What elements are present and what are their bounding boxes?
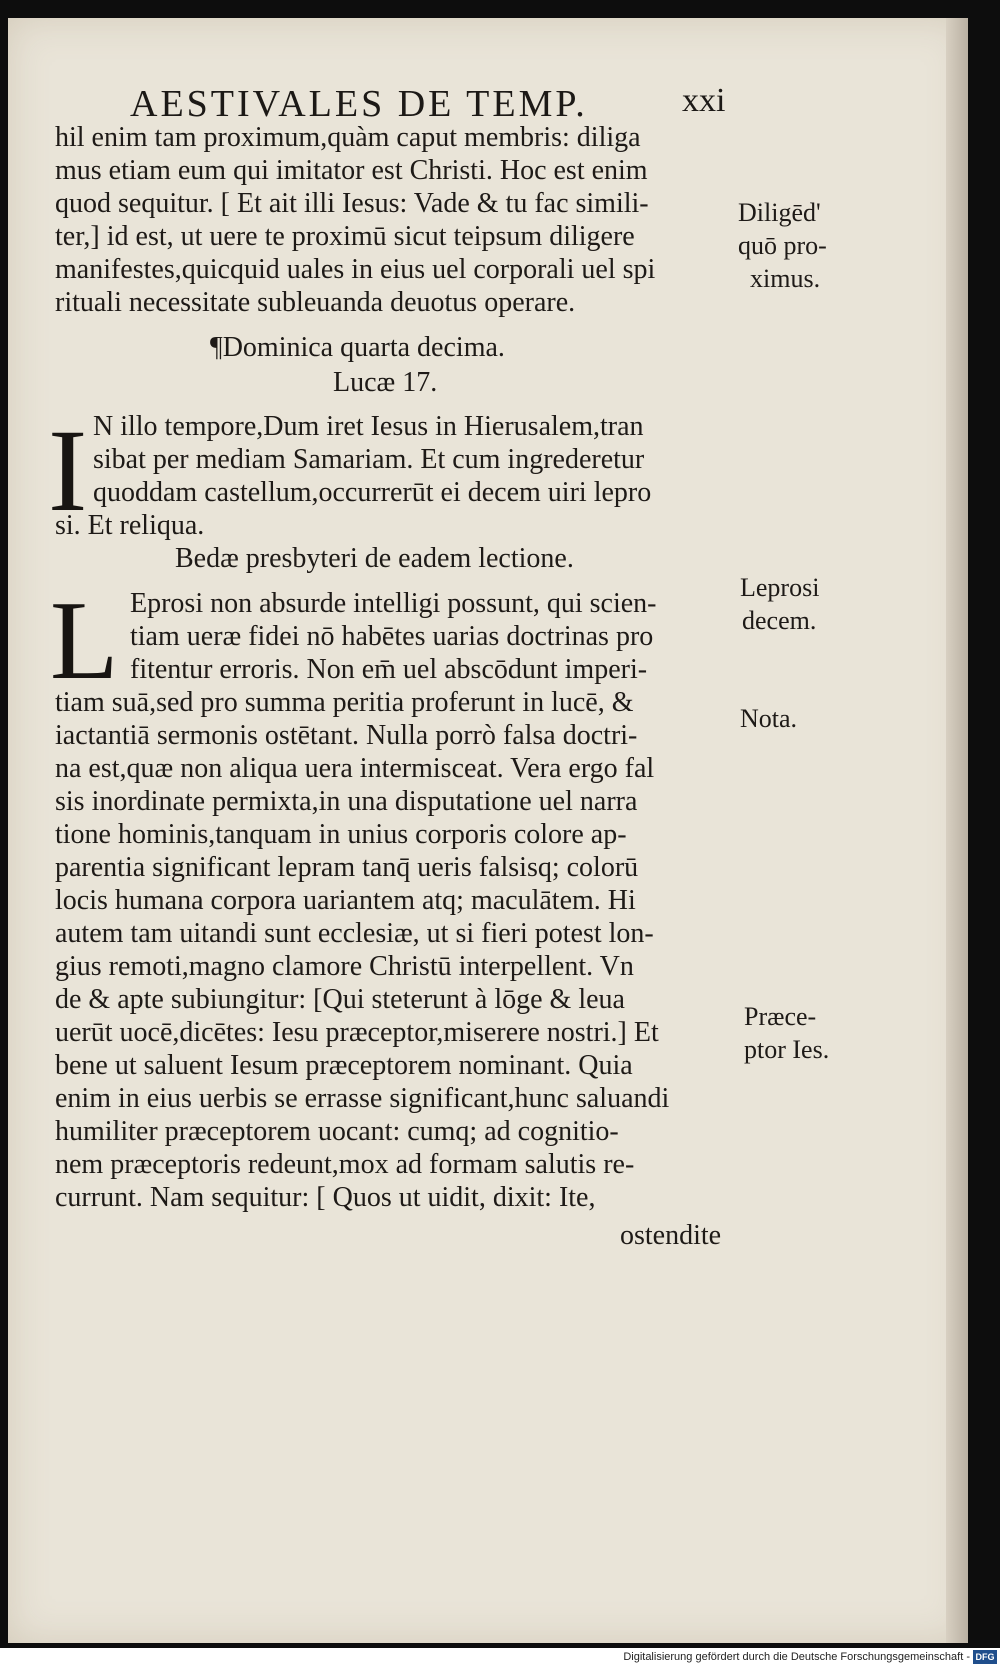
footer-credit: Digitalisierung gefördert durch die Deutsche Forschungsgemeinschaft - bbox=[623, 1651, 970, 1663]
catchword: ostendite bbox=[620, 1220, 722, 1251]
margin-note-line: Leprosi bbox=[740, 573, 820, 602]
text-line: tiam suā,sed pro summa peritia proferunt in lucē, & bbox=[55, 687, 634, 718]
text-line: manifestes,quicquid uales in eius uel corporali uel spi bbox=[55, 254, 656, 285]
margin-note-line: Præce- bbox=[744, 1002, 817, 1031]
text-line: ter,] id est, ut uere te proximū sicut teipsum diligere bbox=[55, 221, 635, 252]
text-line: gius remoti,magno clamore Christū interpellent. Vn bbox=[55, 951, 634, 982]
text-line: Eprosi non absurde intelligi possunt, qui scien- bbox=[130, 588, 657, 619]
text-line: parentia significant lepram tanq̄ ueris falsisq; colorū bbox=[55, 852, 639, 883]
dfg-logo: DFG bbox=[973, 1650, 997, 1664]
text-line: hil enim tam proximum,quàm caput membris: diliga bbox=[55, 122, 641, 153]
text-line: si. Et reliqua. bbox=[55, 510, 205, 541]
margin-note-line: decem. bbox=[742, 606, 817, 635]
margin-note-line: quō pro- bbox=[738, 231, 827, 260]
text-line: nem præceptoris redeunt,mox ad formam salutis re- bbox=[55, 1149, 635, 1180]
drop-initial-i: I bbox=[48, 405, 88, 536]
text-line: tione hominis,tanquam in unius corporis colore ap- bbox=[55, 819, 627, 850]
text-line: uerūt uocē,dicētes: Iesu præceptor,miserere nostri.] Et bbox=[55, 1017, 659, 1048]
drop-initial-l: L bbox=[50, 579, 119, 703]
running-title: AESTIVALES DE TEMP. bbox=[130, 83, 588, 125]
margin-note-line: Diligēd' bbox=[738, 198, 821, 227]
page-edge bbox=[946, 18, 968, 1643]
text-line: quod sequitur. [ Et ait illi Iesus: Vade & tu fac simili- bbox=[55, 188, 649, 219]
text-line: de & apte subiungitur: [Qui steterunt à lōge & leua bbox=[55, 984, 625, 1015]
text-line: mus etiam eum qui imitator est Christi. Hoc est enim bbox=[55, 155, 648, 186]
text-line: N illo tempore,Dum iret Iesus in Hierusalem,tran bbox=[93, 411, 644, 442]
text-line: enim in eius uerbis se errasse significant,hunc saluandi bbox=[55, 1083, 670, 1114]
text-line: autem tam uitandi sunt ecclesiæ, ut si fieri potest lon- bbox=[55, 918, 654, 949]
text-line: quoddam castellum,occurrerūt ei decem uiri lepro bbox=[93, 477, 652, 508]
text-line: rituali necessitate subleuanda deuotus operare. bbox=[55, 287, 576, 318]
footer-bar bbox=[0, 1648, 1000, 1668]
text-line: currunt. Nam sequitur: [ Quos ut uidit, dixit: Ite, bbox=[55, 1182, 596, 1213]
text-line: locis humana corpora uariantem atq; maculātem. Hi bbox=[55, 885, 636, 916]
text-line: humiliter præceptorem uocant: cumq; ad cognitio- bbox=[55, 1116, 619, 1147]
section-heading: ¶Dominica quarta decima. bbox=[210, 332, 505, 363]
margin-note-line: ximus. bbox=[750, 264, 821, 293]
text-line: iactantiā sermonis ostētant. Nulla porrò falsa doctri- bbox=[55, 720, 638, 751]
text-line: fitentur erroris. Non em̄ uel abscōdunt imperi- bbox=[130, 654, 648, 685]
text-line: bene ut saluent Iesum præceptorem nominant. Quia bbox=[55, 1050, 633, 1081]
section-heading: Bedæ presbyteri de eadem lectione. bbox=[175, 543, 574, 574]
gospel-reference: Lucæ 17. bbox=[333, 367, 438, 398]
text-line: sis inordinate permixta,in una disputatione uel narra bbox=[55, 786, 638, 817]
margin-note-line: ptor Ies. bbox=[744, 1035, 830, 1064]
folio-number: xxi bbox=[682, 82, 726, 119]
text-line: tiam ueræ fidei nō habētes uarias doctrinas pro bbox=[130, 621, 654, 652]
text-line: sibat per mediam Samariam. Et cum ingrederetur bbox=[93, 444, 645, 475]
text-line: na est,quæ non aliqua uera intermisceat. Vera ergo fal bbox=[55, 753, 655, 784]
margin-note-line: Nota. bbox=[740, 704, 798, 733]
